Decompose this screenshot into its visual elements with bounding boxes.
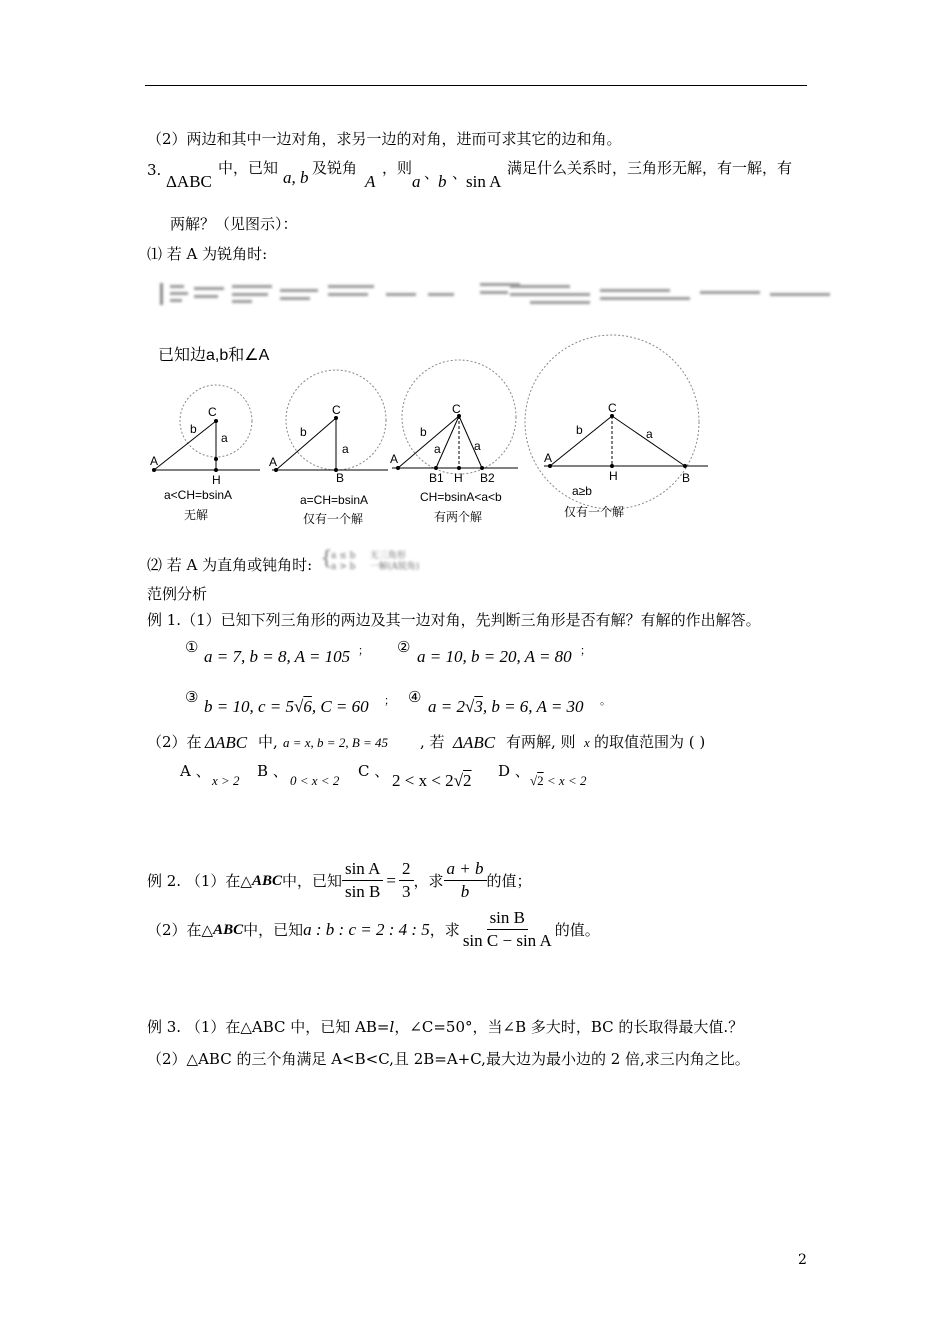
label-A: A — [269, 455, 278, 469]
caption-1: a<CH=bsinA — [164, 488, 233, 502]
case-2-row1-cond: a ≤ b — [331, 551, 356, 561]
label-C: C — [608, 401, 617, 415]
item-3-ab: a, b — [283, 168, 309, 187]
option-D-radicand: 2 — [537, 773, 544, 788]
formula-3-part-a: b = 10, c = 5 — [204, 697, 294, 716]
label-a: a — [342, 442, 349, 456]
label-a: a — [646, 427, 653, 441]
label-b: b — [576, 423, 583, 437]
option-B-value: 0 < x < 2 — [290, 773, 340, 788]
ex1-q2-condition: a = x, b = 2, B = 45 — [283, 735, 389, 750]
item-3-b: b — [438, 172, 447, 191]
case-2-conditions: { a ≤ b 无三角形 a > b 一解(A锐角) — [320, 545, 420, 572]
panel-two-solutions — [390, 360, 518, 524]
figure-title: 已知边a,b和∠A — [158, 347, 270, 364]
item-3-sinA: sin A — [466, 172, 502, 191]
ratio-formula: a : b : c = 2 : 4 : 5 — [303, 919, 430, 939]
item-3-a: a — [412, 172, 421, 191]
ex1-q2-x: x — [584, 735, 590, 750]
semicolon-1: ； — [358, 644, 369, 657]
ex3-l1-b: ，∠C=50°，当∠B 多大时，BC 的长取得最大值.？ — [394, 1018, 744, 1036]
item-3-tail: 满足什么关系时，三角形无解，有一解，有 — [507, 159, 793, 177]
item-2-text: （2）两边和其中一边对角，求另一边的对角，进而可求其它的边和角。 — [147, 130, 622, 148]
ex2-l1-d: 的值； — [486, 871, 532, 890]
formula-3-radicand: 6 — [303, 697, 312, 716]
ex2-l1-c: ，求 — [413, 871, 444, 890]
case-1-heading: ⑴ 若 A 为锐角时: — [147, 245, 268, 263]
ex1-q2-b: 中, — [258, 733, 278, 751]
option-D-label: D 、 — [498, 762, 530, 780]
example-1-formula-3: b = 10, c = 5√6, C = 60 — [204, 697, 369, 716]
header-rule — [145, 85, 807, 86]
item-3-sep2: 、 — [452, 164, 468, 182]
panel-one-solution-large — [525, 335, 708, 519]
label-C: C — [208, 405, 217, 419]
label-b: b — [190, 422, 197, 436]
circled-3: ③ — [185, 688, 199, 706]
section-title: 范例分析 — [147, 585, 208, 603]
fraction-a-plus-b-over-b — [444, 858, 487, 903]
item-3-sep1: 、 — [424, 164, 440, 182]
option-C-text: 2 < x < 2 — [392, 771, 454, 790]
case-2-heading: ⑵ 若 A 为直角或钝角时: — [147, 556, 313, 574]
option-D-text: < x < 2 — [543, 773, 587, 788]
panel-no-solution — [150, 385, 260, 522]
item-3-text-b: 及锐角 — [312, 159, 358, 177]
ex1-q2-triangle-2: ΔABC — [453, 733, 496, 752]
ex2-l2-abc: ABC — [213, 921, 244, 938]
case-2-row2-result: 一解(A锐角) — [369, 562, 420, 572]
label-C: C — [332, 403, 341, 417]
label-a: a — [221, 431, 228, 445]
ex2-l2-b: 中，已知 — [243, 920, 304, 939]
label-A: A — [150, 454, 159, 468]
caption-2b: 仅有一个解 — [303, 512, 364, 526]
circled-1: ① — [185, 638, 199, 656]
formula-4-part-a: a = 2 — [428, 697, 465, 716]
case-2-row2-cond: a > b — [331, 562, 356, 572]
item-3-text-a: 中，已知 — [218, 159, 279, 177]
option-B-label: B 、 — [257, 762, 288, 780]
ex1-q2-d: 有两解, 则 — [506, 733, 576, 751]
caption-1b: 无解 — [184, 508, 209, 522]
label-H: H — [212, 473, 221, 487]
label-A: A — [390, 452, 399, 466]
ex1-q2-c: , 若 — [420, 733, 445, 751]
ex2-l1-b: 中，已知 — [281, 871, 342, 890]
fraction-sinB-over-diff — [460, 907, 555, 952]
label-B: B — [682, 471, 691, 485]
label-H: H — [609, 469, 618, 483]
fraction-1-num: sin A — [342, 858, 383, 881]
label-B: B — [336, 471, 345, 485]
example-2-line-1 — [147, 858, 532, 903]
label-a: a — [474, 439, 481, 453]
item-3-line2: 两解？（见图示）： — [170, 215, 298, 233]
label-a: a — [434, 442, 441, 456]
period-4: 。 — [600, 694, 611, 707]
circled-4: ④ — [408, 688, 422, 706]
ex3-l1-a: 例 3. （1）在△ABC 中，已知 AB= — [147, 1018, 390, 1036]
label-H: H — [454, 471, 463, 485]
option-C-value: 2 < x < 2√2 — [392, 771, 472, 790]
example-3-line-2: （2）△ABC 的三个角满足 A<B<C,且 2B=A+C,最大边为最小边的 2 倍,求三内角之比。 — [147, 1050, 750, 1068]
caption-4: a≥b — [572, 484, 592, 498]
formula-3-part-b: , C = 60 — [311, 697, 369, 716]
formula-4-part-b: , b = 6, A = 30 — [482, 697, 584, 716]
label-b: b — [420, 425, 427, 439]
ex2-l2-d: 的值。 — [554, 920, 600, 939]
option-A-label: A 、 — [180, 762, 211, 780]
fraction-4-num: sin B — [487, 907, 528, 930]
ex2-l2-a: （2）在△ — [147, 920, 214, 939]
option-D-value: √2 < x < 2 — [530, 773, 587, 788]
item-3-text-c: ，则 — [382, 159, 413, 177]
option-C-label: C 、 — [358, 762, 390, 780]
ex3-l1-l: l — [389, 1018, 395, 1036]
ex1-q2-triangle: ΔABC — [205, 733, 248, 752]
formula-4-radicand: 3 — [474, 697, 483, 716]
example-1-formula-2: a = 10, b = 20, A = 80 — [417, 647, 572, 666]
page-number: 2 — [798, 1252, 807, 1268]
option-C-radicand: 2 — [463, 771, 472, 790]
triangle-cases-figure — [140, 330, 730, 535]
fraction-4-den: sin C − sin A — [462, 931, 552, 950]
fraction-2-den: 3 — [402, 882, 411, 901]
label-B2: B2 — [480, 471, 495, 485]
fraction-3-den: b — [460, 882, 470, 901]
example-1-question-1: 例 1.（1）已知下列三角形的两边及其一边对角，先判断三角形是否有解？有解的作出解答。 — [147, 611, 761, 629]
label-B1: B1 — [429, 471, 444, 485]
caption-4b: 仅有一个解 — [564, 505, 625, 519]
caption-3: CH=bsinA<a<b — [420, 490, 502, 504]
item-3-triangle: ΔABC — [166, 172, 212, 191]
circled-2: ② — [397, 638, 411, 656]
equals-sign: = — [386, 870, 396, 890]
example-1-formula-1: a = 7, b = 8, A = 105 — [204, 647, 351, 666]
caption-3b: 有两个解 — [434, 510, 483, 524]
fraction-1-den: sin B — [344, 882, 381, 901]
example-2-line-2 — [147, 907, 600, 952]
blurred-formula-strip — [160, 279, 840, 307]
example-1-formula-4: a = 2√3, b = 6, A = 30 — [428, 697, 584, 716]
item-3-A: A — [365, 172, 376, 191]
fraction-2-num: 2 — [399, 858, 414, 881]
ex1-q2-a: （2）在 — [147, 733, 202, 751]
label-A: A — [544, 451, 553, 465]
fraction-sinA-sinB — [342, 858, 383, 903]
example-3-line-1 — [147, 1017, 743, 1037]
semicolon-2: ； — [580, 644, 591, 657]
fraction-3-num: a + b — [444, 858, 487, 881]
semicolon-3: ； — [384, 694, 395, 707]
fraction-2-3 — [399, 858, 414, 903]
ex1-q2-e: 的取值范围为 ( ) — [594, 733, 706, 751]
ex2-l1-abc: ABC — [251, 872, 282, 889]
option-A-value: x > 2 — [212, 773, 240, 788]
item-3-number: 3. — [147, 161, 162, 179]
ex2-l1-a: 例 2. （1）在△ — [147, 871, 252, 890]
ex2-l2-c: ，求 — [429, 920, 460, 939]
caption-2: a=CH=bsinA — [300, 493, 369, 507]
panel-one-solution — [269, 370, 388, 526]
label-b: b — [300, 425, 307, 439]
case-2-row1-result: 无三角形 — [369, 551, 406, 561]
label-C: C — [452, 402, 461, 416]
